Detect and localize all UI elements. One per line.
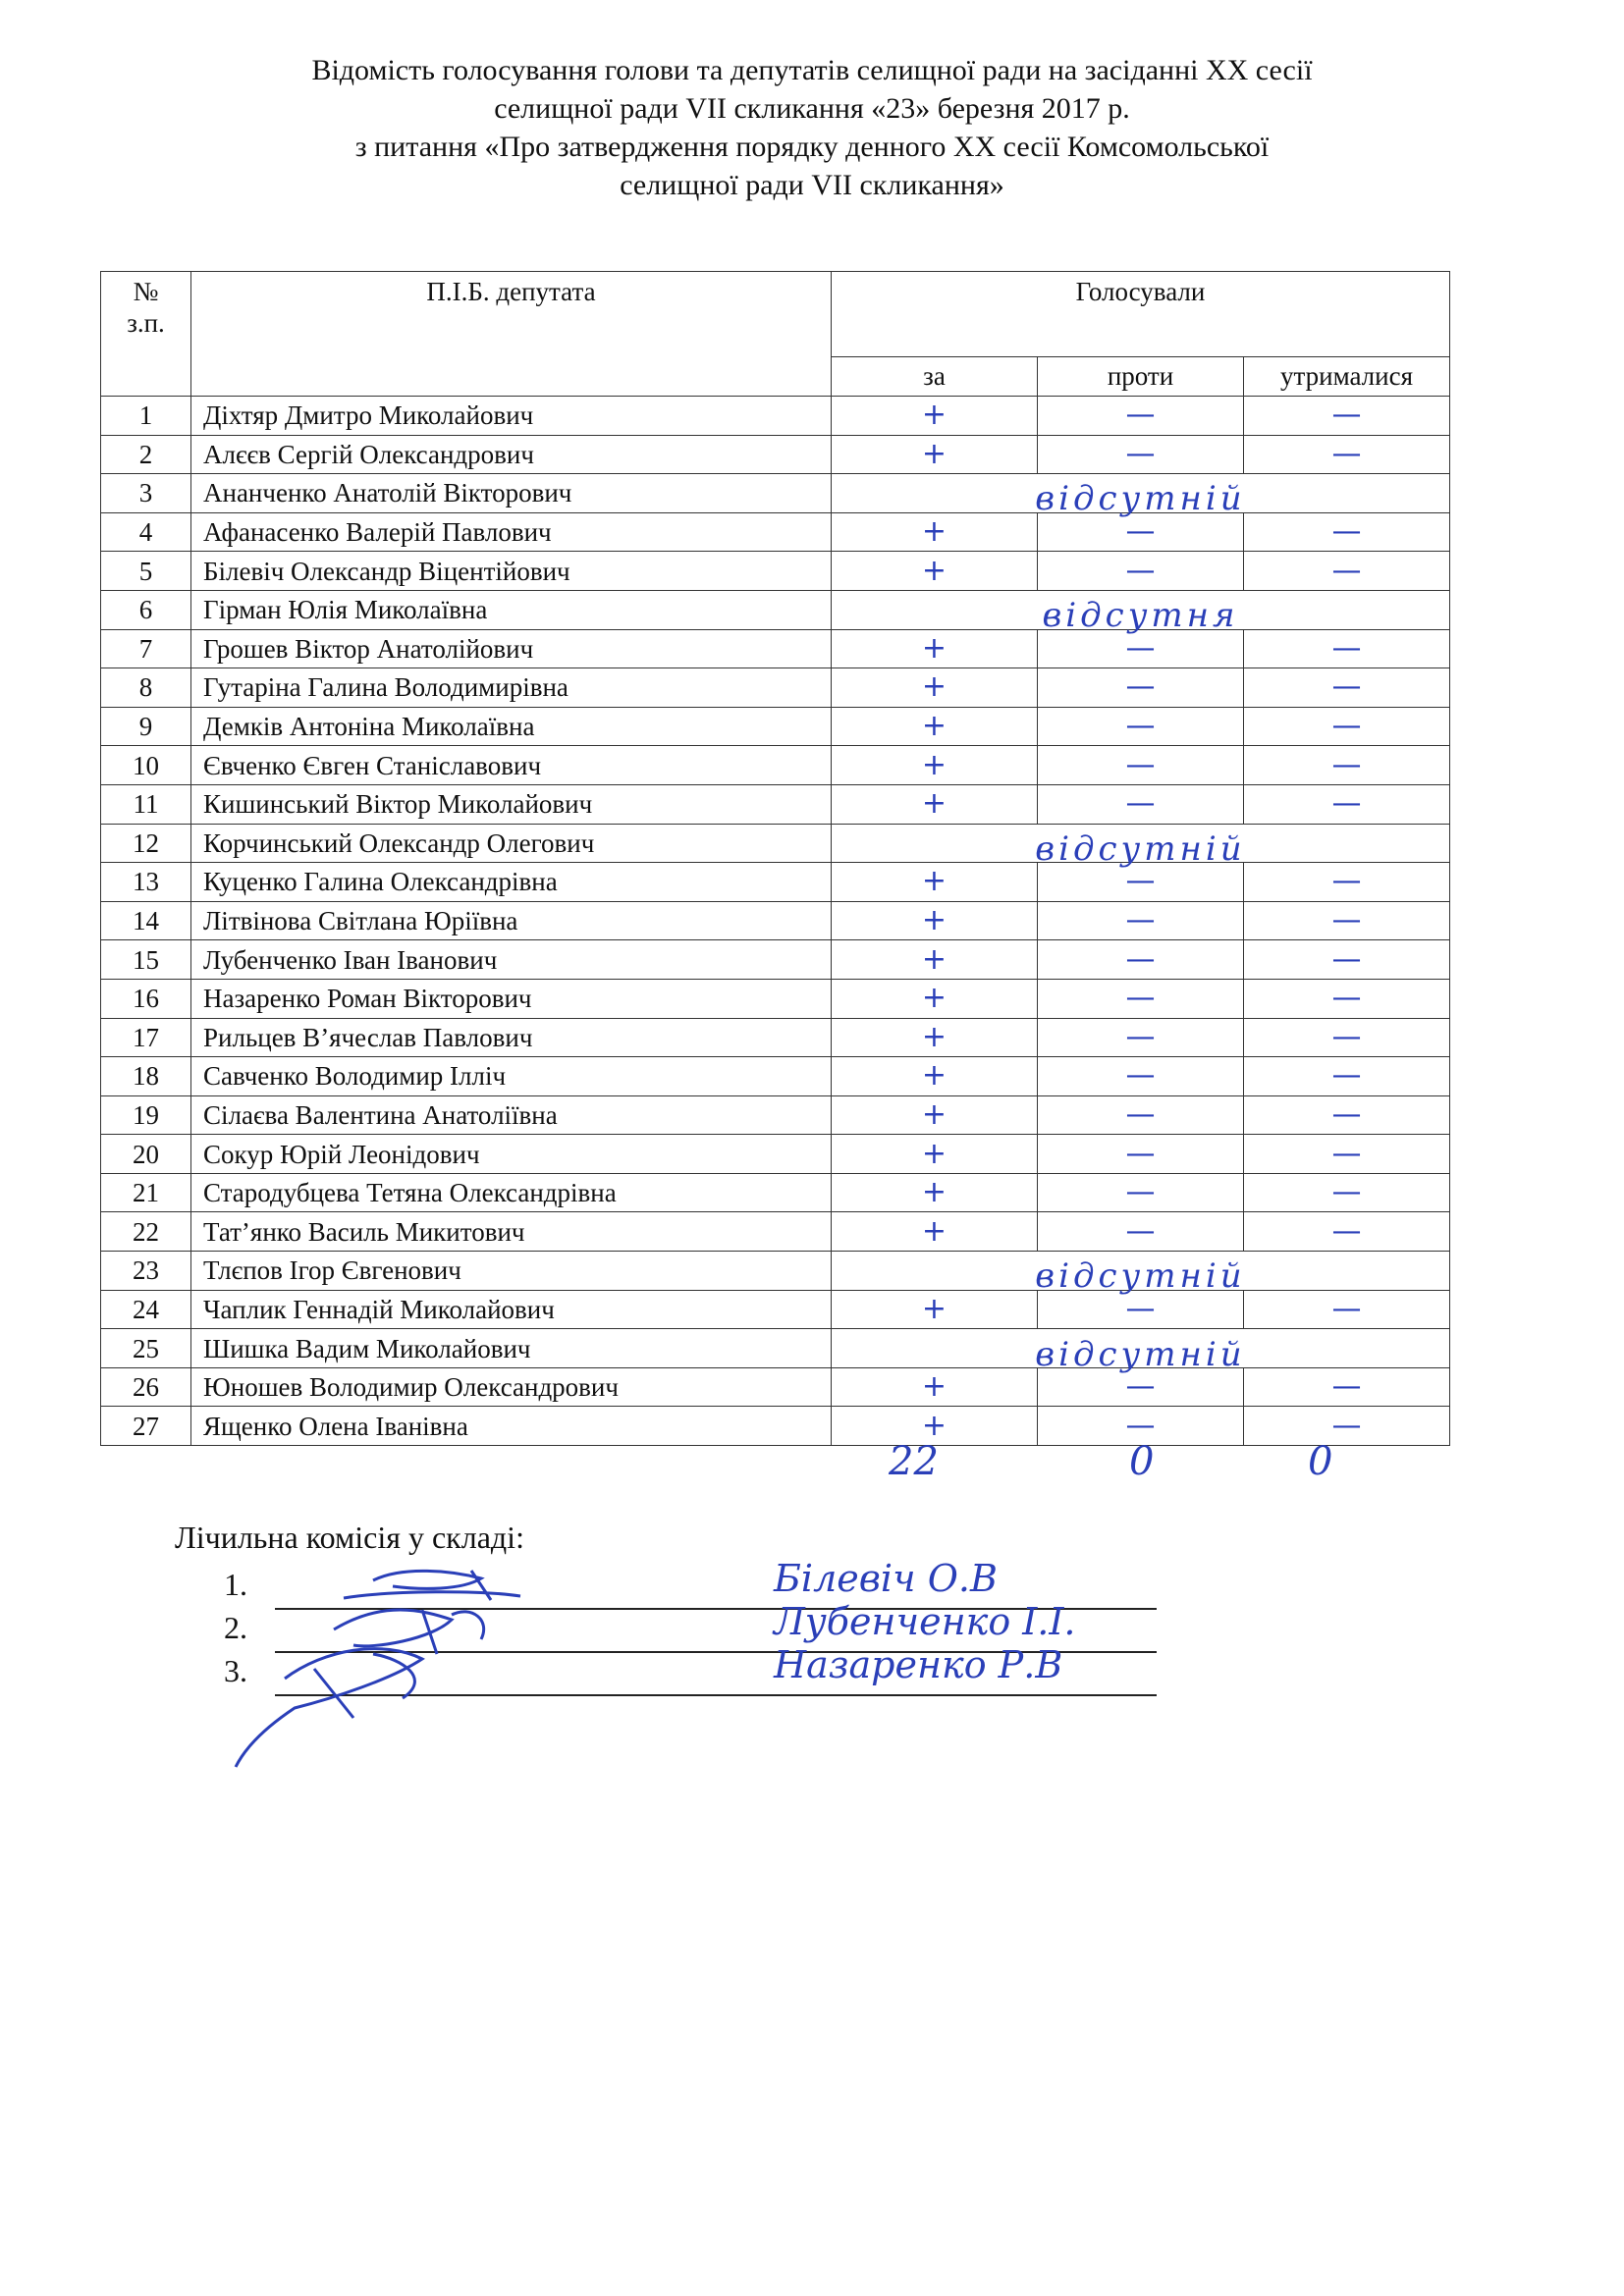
vote-for: + xyxy=(832,1212,1038,1252)
vote-for: + xyxy=(832,1367,1038,1407)
table-row xyxy=(101,1018,1450,1057)
table-row xyxy=(101,1095,1450,1135)
row-number: 5 xyxy=(101,552,191,591)
deputy-name: Чаплик Геннадій Миколайович xyxy=(191,1290,832,1329)
table-body xyxy=(101,397,1450,1446)
vote-against: — xyxy=(1038,1173,1244,1212)
vote-against: — xyxy=(1038,1018,1244,1057)
vote-for: + xyxy=(832,1173,1038,1212)
vote-for: + xyxy=(832,1407,1038,1446)
vote-for: + xyxy=(832,629,1038,668)
deputy-name: Ананченко Анатолій Вікторович xyxy=(191,474,832,513)
row-number: 3 xyxy=(101,474,191,513)
vote-against: — xyxy=(1038,1290,1244,1329)
vote-for: + xyxy=(832,397,1038,436)
header-abstained: утрималися xyxy=(1244,356,1450,396)
row-number: 22 xyxy=(101,1212,191,1252)
row-number: 18 xyxy=(101,1057,191,1096)
row-number: 23 xyxy=(101,1252,191,1291)
table-row xyxy=(101,746,1450,785)
deputy-name: Лубенченко Іван Іванович xyxy=(191,940,832,980)
vote-abstained: — xyxy=(1244,784,1450,824)
commission-label: Лічильна комісія у складі: xyxy=(175,1520,524,1555)
header-num: № з.п. xyxy=(101,272,191,397)
row-number: 27 xyxy=(101,1407,191,1446)
vote-for: + xyxy=(832,940,1038,980)
member-number: 3. xyxy=(224,1653,247,1688)
table-row xyxy=(101,435,1450,474)
vote-against: — xyxy=(1038,512,1244,552)
total-abstained: 0 xyxy=(1308,1439,1333,1484)
signature-1 xyxy=(344,1571,520,1600)
vote-for: + xyxy=(832,1095,1038,1135)
absent-mark: відсутній xyxy=(832,1335,1450,1374)
row-number: 11 xyxy=(101,784,191,824)
row-number: 2 xyxy=(101,435,191,474)
vote-for: + xyxy=(832,863,1038,902)
vote-abstained: — xyxy=(1244,1173,1450,1212)
table-row xyxy=(101,474,1450,513)
deputy-name: Євченко Євген Станіславович xyxy=(191,746,832,785)
deputy-name: Тлєпов Ігор Євгенович xyxy=(191,1252,832,1291)
deputy-name: Шишка Вадим Миколайович xyxy=(191,1329,832,1368)
table-row xyxy=(101,1252,1450,1291)
table-row xyxy=(101,940,1450,980)
table-row xyxy=(101,1212,1450,1252)
deputy-name: Літвінова Світлана Юріївна xyxy=(191,901,832,940)
signature-3 xyxy=(236,1649,422,1767)
vote-for: + xyxy=(832,901,1038,940)
vote-abstained: — xyxy=(1244,1290,1450,1329)
header-voted: Голосували xyxy=(832,272,1450,357)
row-number: 10 xyxy=(101,746,191,785)
row-number: 12 xyxy=(101,824,191,863)
vote-abstained: — xyxy=(1244,668,1450,708)
header-for: за xyxy=(832,356,1038,396)
table-row xyxy=(101,1135,1450,1174)
row-number: 14 xyxy=(101,901,191,940)
vote-for: + xyxy=(832,1057,1038,1096)
row-number: 9 xyxy=(101,707,191,746)
vote-for: + xyxy=(832,1290,1038,1329)
row-number: 8 xyxy=(101,668,191,708)
vote-abstained: — xyxy=(1244,1367,1450,1407)
row-number: 25 xyxy=(101,1329,191,1368)
absent-mark: відсутній xyxy=(832,829,1450,869)
row-number: 26 xyxy=(101,1367,191,1407)
deputy-name: Гутаріна Галина Володимирівна xyxy=(191,668,832,708)
vote-abstained: — xyxy=(1244,1095,1450,1135)
deputy-name: Алєєв Сергій Олександрович xyxy=(191,435,832,474)
deputy-name: Тат’янко Василь Микитович xyxy=(191,1212,832,1252)
totals-row xyxy=(0,1439,1624,1488)
vote-against: — xyxy=(1038,629,1244,668)
deputy-name: Корчинський Олександр Олегович xyxy=(191,824,832,863)
vote-abstained: — xyxy=(1244,1135,1450,1174)
table-row xyxy=(101,397,1450,436)
document-title xyxy=(98,51,1526,204)
vote-abstained: — xyxy=(1244,901,1450,940)
row-number: 19 xyxy=(101,1095,191,1135)
vote-abstained: — xyxy=(1244,746,1450,785)
voting-table xyxy=(100,271,1450,1446)
vote-for: + xyxy=(832,435,1038,474)
row-number: 13 xyxy=(101,863,191,902)
absent-mark: відсутній xyxy=(832,1257,1450,1297)
vote-abstained: — xyxy=(1244,629,1450,668)
row-number: 16 xyxy=(101,979,191,1018)
vote-abstained: — xyxy=(1244,1057,1450,1096)
table-row xyxy=(101,1173,1450,1212)
member-handwritten-name: Лубенченко І.І. xyxy=(774,1600,1076,1643)
vote-abstained: — xyxy=(1244,940,1450,980)
row-number: 1 xyxy=(101,397,191,436)
table-row xyxy=(101,707,1450,746)
vote-for: + xyxy=(832,668,1038,708)
vote-against: — xyxy=(1038,901,1244,940)
title-line-1: Відомість голосування голови та депутатів селищної ради на засіданні XX сесії xyxy=(311,54,1313,86)
signature-2 xyxy=(334,1610,484,1654)
vote-against: — xyxy=(1038,552,1244,591)
deputy-name: Рильцев В’ячеслав Павлович xyxy=(191,1018,832,1057)
table-row xyxy=(101,1057,1450,1096)
vote-against: — xyxy=(1038,979,1244,1018)
vote-for: + xyxy=(832,707,1038,746)
header-name: П.І.Б. депутата xyxy=(191,272,832,397)
deputy-name: Демків Антоніна Миколаївна xyxy=(191,707,832,746)
title-line-4: селищної ради VII скликання» xyxy=(620,169,1004,201)
table-row xyxy=(101,1329,1450,1368)
absent-mark: відсутня xyxy=(832,596,1450,635)
total-for: 22 xyxy=(889,1439,939,1484)
row-number: 6 xyxy=(101,590,191,629)
row-number: 21 xyxy=(101,1173,191,1212)
table-row xyxy=(101,979,1450,1018)
vote-against: — xyxy=(1038,940,1244,980)
member-number: 1. xyxy=(224,1567,247,1602)
vote-against: — xyxy=(1038,435,1244,474)
member-number: 2. xyxy=(224,1610,247,1645)
deputy-name: Сокур Юрій Леонідович xyxy=(191,1135,832,1174)
table-row xyxy=(101,590,1450,629)
absent-mark: відсутній xyxy=(832,480,1450,519)
vote-against: — xyxy=(1038,707,1244,746)
deputy-name: Афанасенко Валерій Павлович xyxy=(191,512,832,552)
vote-for: + xyxy=(832,552,1038,591)
vote-against: — xyxy=(1038,784,1244,824)
vote-against: — xyxy=(1038,397,1244,436)
row-number: 20 xyxy=(101,1135,191,1174)
row-number: 7 xyxy=(101,629,191,668)
vote-abstained: — xyxy=(1244,397,1450,436)
table-row xyxy=(101,552,1450,591)
vote-abstained: — xyxy=(1244,1407,1450,1446)
vote-abstained: — xyxy=(1244,512,1450,552)
vote-against: — xyxy=(1038,1057,1244,1096)
deputy-name: Діхтяр Дмитро Миколайович xyxy=(191,397,832,436)
deputy-name: Юношев Володимир Олександрович xyxy=(191,1367,832,1407)
table-row xyxy=(101,784,1450,824)
table-row xyxy=(101,824,1450,863)
vote-for: + xyxy=(832,746,1038,785)
deputy-name: Назаренко Роман Вікторович xyxy=(191,979,832,1018)
member-handwritten-name: Білевіч О.В xyxy=(774,1557,998,1600)
vote-against: — xyxy=(1038,863,1244,902)
header-against: проти xyxy=(1038,356,1244,396)
deputy-name: Грошев Віктор Анатолійович xyxy=(191,629,832,668)
vote-abstained: — xyxy=(1244,552,1450,591)
vote-for: + xyxy=(832,512,1038,552)
deputy-name: Ященко Олена Іванівна xyxy=(191,1407,832,1446)
vote-for: + xyxy=(832,1018,1038,1057)
vote-against: — xyxy=(1038,1367,1244,1407)
row-number: 15 xyxy=(101,940,191,980)
signature-scribbles xyxy=(226,1561,697,1796)
vote-abstained: — xyxy=(1244,1212,1450,1252)
deputy-name: Білевіч Олександр Віцентійович xyxy=(191,552,832,591)
deputy-name: Гірман Юлія Миколаївна xyxy=(191,590,832,629)
title-line-3: з питання «Про затвердження порядку денного XX сесії Комсомольської xyxy=(354,131,1270,163)
total-against: 0 xyxy=(1129,1439,1155,1484)
table-row xyxy=(101,901,1450,940)
deputy-name: Куценко Галина Олександрівна xyxy=(191,863,832,902)
title-line-2: селищної ради VII скликання «23» березня 2017 р. xyxy=(494,92,1130,125)
vote-abstained: — xyxy=(1244,863,1450,902)
table-row xyxy=(101,668,1450,708)
vote-abstained: — xyxy=(1244,435,1450,474)
vote-against: — xyxy=(1038,746,1244,785)
vote-against: — xyxy=(1038,668,1244,708)
deputy-name: Сілаєва Валентина Анатоліївна xyxy=(191,1095,832,1135)
row-number: 17 xyxy=(101,1018,191,1057)
vote-for: + xyxy=(832,1135,1038,1174)
vote-abstained: — xyxy=(1244,979,1450,1018)
row-number: 24 xyxy=(101,1290,191,1329)
vote-for: + xyxy=(832,784,1038,824)
vote-against: — xyxy=(1038,1212,1244,1252)
vote-against: — xyxy=(1038,1135,1244,1174)
vote-abstained: — xyxy=(1244,707,1450,746)
deputy-name: Кишинський Віктор Миколайович xyxy=(191,784,832,824)
member-handwritten-name: Назаренко Р.В xyxy=(774,1643,1063,1686)
row-number: 4 xyxy=(101,512,191,552)
vote-against: — xyxy=(1038,1095,1244,1135)
deputy-name: Стародубцева Тетяна Олександрівна xyxy=(191,1173,832,1212)
vote-for: + xyxy=(832,979,1038,1018)
vote-against: — xyxy=(1038,1407,1244,1446)
deputy-name: Савченко Володимир Ілліч xyxy=(191,1057,832,1096)
vote-abstained: — xyxy=(1244,1018,1450,1057)
